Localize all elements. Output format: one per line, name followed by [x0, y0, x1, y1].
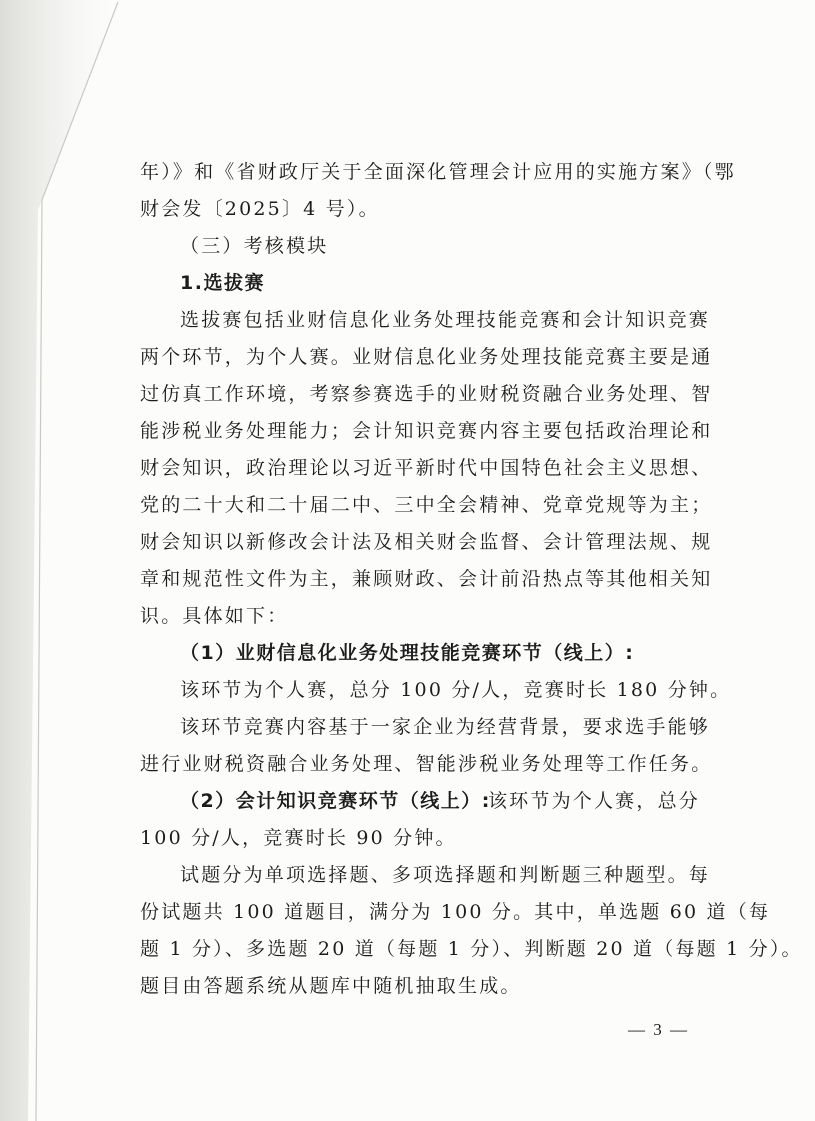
- body-text-line: 财会知识，政治理论以习近平新时代中国特色社会主义思想、: [140, 457, 713, 479]
- body-text-line: 章和规范性文件为主，兼顾财政、会计前沿热点等其他相关知: [140, 568, 713, 590]
- body-text-line: 试题分为单项选择题、多项选择题和判断题三种题型。每: [180, 864, 711, 886]
- body-text-line: 过仿真工作环境，考察参赛选手的业财税资融合业务处理、智: [140, 383, 713, 405]
- body-text-line: 财会发〔2025〕4 号）。: [140, 198, 380, 220]
- body-text-line: 识。具体如下：: [140, 605, 289, 627]
- body-text-line: 题 1 分）、多选题 20 道（每题 1 分）、判断题 20 道（每题 1 分）。: [140, 938, 803, 960]
- body-text-inline: 该环节为个人赛，总分: [487, 790, 700, 812]
- body-text-line: 题目由答题系统从题库中随机抽取生成。: [140, 975, 522, 997]
- subsection-heading: 1.选拔赛: [180, 272, 265, 294]
- body-text-line: 100 分/人，竞赛时长 90 分钟。: [140, 827, 457, 849]
- body-text-line: 该环节竞赛内容基于一家企业为经营背景，要求选手能够: [180, 716, 711, 738]
- body-text-line: 财会知识以新修改会计法及相关财会监督、会计管理法规、规: [140, 531, 713, 553]
- body-text-line: 份试题共 100 道题目，满分为 100 分。其中，单选题 60 道（每: [140, 901, 771, 923]
- page-number: — 3 —: [628, 1020, 689, 1039]
- body-text-line: 能涉税业务处理能力；会计知识竞赛内容主要包括政治理论和: [140, 420, 713, 442]
- item-heading: （2）会计知识竞赛环节（线上）:: [180, 790, 491, 812]
- item-heading: （1）业财信息化业务处理技能竞赛环节（线上）:: [180, 642, 635, 664]
- body-text-line: 进行业财税资融合业务处理、智能涉税业务处理等工作任务。: [140, 753, 713, 775]
- item-heading-line: [180, 789, 700, 813]
- body-text-line: 年）》和《省财政厅关于全面深化管理会计应用的实施方案》（鄂: [140, 161, 736, 183]
- body-text-line: 两个环节，为个人赛。业财信息化业务处理技能竞赛主要是通: [140, 346, 713, 368]
- body-text-line: 选拔赛包括业财信息化业务处理技能竞赛和会计知识竞赛: [180, 309, 711, 331]
- section-heading: （三）考核模块: [180, 235, 329, 257]
- body-text-line: 党的二十大和二十届二中、三中全会精神、党章党规等为主；: [140, 494, 713, 516]
- body-text-line: 该环节为个人赛，总分 100 分/人，竞赛时长 180 分钟。: [180, 679, 732, 701]
